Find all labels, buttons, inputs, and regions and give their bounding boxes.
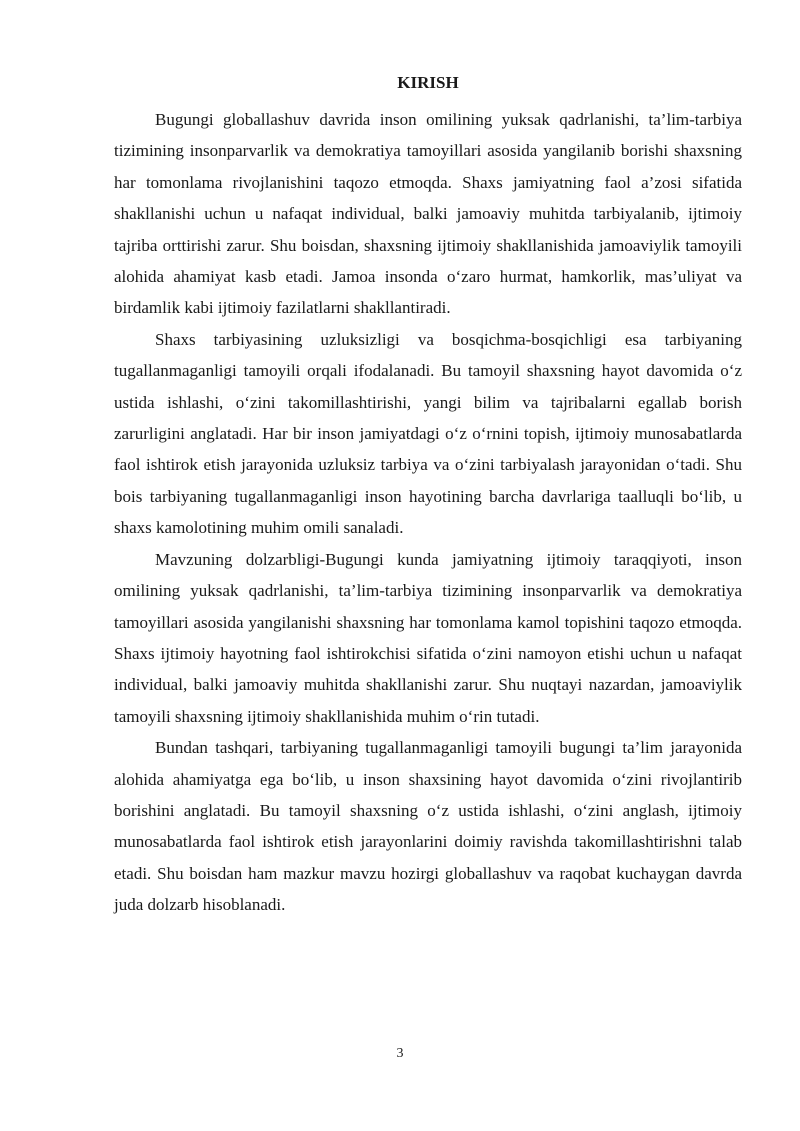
page-number: 3 — [396, 1046, 404, 1061]
paragraph-continuity: Shaxs tarbiyasining uzluksizligi va bosqichma-bosqichligi esa tarbiyaning tugallanmaganligi tamoyili orqali ifodalanadi. Bu tamoyil shaxsning hayot davomida o‘z ustida ishlashi, o‘zini takomillashtirishi, yangi bilim va tajribalarni egallab borish zarurligini anglatadi. Har bir inson jamiyatdagi o‘z o‘rnini topish, ijtimoiy munosabatlarda faol ishtirok etish jarayonida uzluksiz tarbiya va o‘zini tarbiyalash jarayonidan o‘tadi. Shu bois tarbiyaning tugallanmaganligi inson hayotining barcha davrlariga taalluqli bo‘lib, u shaxs kamolotining muhim omili sanaladi. — [114, 329, 742, 538]
paragraph-intro: Bugungi globallashuv davrida inson omilining yuksak qadrlanishi, ta’lim-tarbiya tizimining insonparvarlik va demokratiya tamoyillari asosida yangilanib borishi shaxsning har tomonlama rivojlanishini taqozo etmoqda. Shaxs jamiyatning faol a’zosi sifatida shakllanishi uchun u nafaqat individual, balki jamoaviy muhitda tarbiyalanib, ijtimoiy tajriba orttirishi zarur. Shu boisdan, shaxsning ijtimoiy shakllanishida jamoaviylik tamoyili alohida ahamiyat kasb etadi. Jamoa insonda o‘zaro hurmat, hamkorlik, mas’uliyat va birdamlik kabi ijtimoiy fazilatlarni shakllantiradi. — [114, 110, 742, 318]
section-title: KIRISH — [397, 73, 459, 92]
page-content — [114, 73, 742, 921]
paragraph-conclusion: Bundan tashqari, tarbiyaning tugallanmaganligi tamoyili bugungi ta’lim jarayonida alohida ahamiyatga ega bo‘lib, u inson shaxsining hayot davomida o‘zini rivojlantirib borishini anglatadi. Bu tamoyil shaxsning o‘z ustida ishlashi, o‘zini anglash, ijtimoiy munosabatlarda faol ishtirok etish jarayonlarini doimiy ravishda takomillashtirishni talab etadi. Shu boisdan ham mazkur mavzu hozirgi globallashuv va raqobat kuchaygan davrda juda dolzarb hisoblanadi. — [114, 738, 742, 915]
paragraph-relevance: Mavzuning dolzarbligi-Bugungi kunda jamiyatning ijtimoiy taraqqiyoti, inson omilining yuksak qadrlanishi, ta’lim-tarbiya tizimining insonparvarlik va demokratiya tamoyillari asosida yangilanishi shaxsning har tomonlama kamol topishini taqozo etmoqda. Shaxs ijtimoiy hayotning faol ishtirokchisi sifatida o‘zini namoyon etishi uchun u nafaqat individual, balki jamoaviy muhitda shakllanishi zarur. Shu nuqtayi nazardan, jamoaviylik tamoyili shaxsning ijtimoiy shakllanishida muhim o‘rin tutadi. — [114, 549, 742, 726]
